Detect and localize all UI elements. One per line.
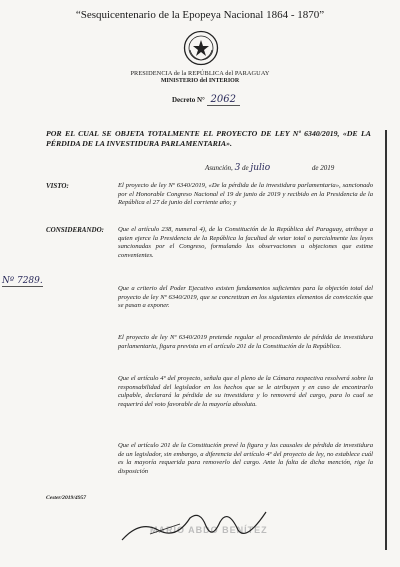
decreto-label: Decreto N° <box>172 96 205 104</box>
considerando-paragraph: Que el artículo 238, numeral 4), de la Constitución de la República del Paraguay, atribuye a quien ejerce la Presidencia de la República la facultad de vetar total o parcialmente las leyes sancionadas por el Congreso, formulando las observaciones u objeciones que estime convenientes. <box>118 226 373 259</box>
date-place: Asunción, <box>205 164 233 172</box>
signature-stamp: MARIO ABDO BENÍTEZ <box>150 525 268 535</box>
date-day: 3 <box>234 163 241 173</box>
visto-label: VISTO: <box>46 182 69 190</box>
national-seal-icon <box>183 30 219 66</box>
considerando-paragraph: Que el artículo 201 de la Constitución prevé la figura y las causales de pérdida de investidura de un legislador, sin embargo, a diferencia del artículo 4º del proyecto de ley, no establece cuál es la mayoría requerida para removerlo del cargo. Ante la falta de dicha mención, rige la disposición <box>118 442 373 475</box>
margin-handwritten-number: Nº 7289. <box>2 276 43 286</box>
institution-line-2: MINISTERIO del INTERIOR <box>160 78 240 84</box>
considerando-paragraph: El proyecto de ley Nº 6340/2019 pretende regular el procedimiento de pérdida de investidura parlamentaria, figura prevista en el artículo 201 de la Constitución de la República. <box>118 334 373 350</box>
considerando-paragraph: Que el artículo 4º del proyecto, señala que el pleno de la Cámara respectiva resolverá sobre la responsabilidad del legislador en los hechos que se le atribuyen y en caso de encontrarlo culpable, declarará la pérdida de su investidura y lo removerá del cargo, para lo cual se requerirá del voto favorable de la mayoría absoluta. <box>118 375 373 408</box>
handwritten-signature <box>120 500 270 545</box>
considerando-label: CONSIDERANDO: <box>46 226 104 234</box>
right-margin-line <box>385 130 387 550</box>
decreto-number: 2062 <box>207 94 240 106</box>
footer-reference: Cester/2019/4957 <box>46 495 87 501</box>
date-line <box>205 163 375 173</box>
decreto-number-field <box>172 94 240 105</box>
motto-header: “Sesquicentenario de la Epopeya Nacional 1864 - 1870” <box>75 9 325 21</box>
date-year: de 2019 <box>311 164 335 172</box>
date-month: julio <box>250 163 271 173</box>
decree-title: POR EL CUAL SE OBJETA TOTALMENTE EL PROYECTO DE LEY Nº 6340/2019, «DE LA PÉRDIDA DE LA INVESTIDURA PARLAMENTARIA». <box>46 129 371 148</box>
institution-line-1: PRESIDENCIA de la REPÚBLICA del PARAGUAY <box>130 70 270 77</box>
considerando-paragraph: Que a criterio del Poder Ejecutivo existen fundamentos suficientes para la objeción total del proyecto de ley Nº 6340/2019, que se concretizan en los siguientes elementos de convicción que se pasan a exponer. <box>118 285 373 310</box>
date-de-1: de <box>242 164 249 172</box>
visto-text: El proyecto de ley Nº 6340/2019, «De la pérdida de la investidura parlamentaria», sancionado por el Honorable Congreso Nacional el 19 de junio de 2019 y recibido en la Presidencia de la República el 27 de junio del corriente año; y <box>118 182 373 207</box>
